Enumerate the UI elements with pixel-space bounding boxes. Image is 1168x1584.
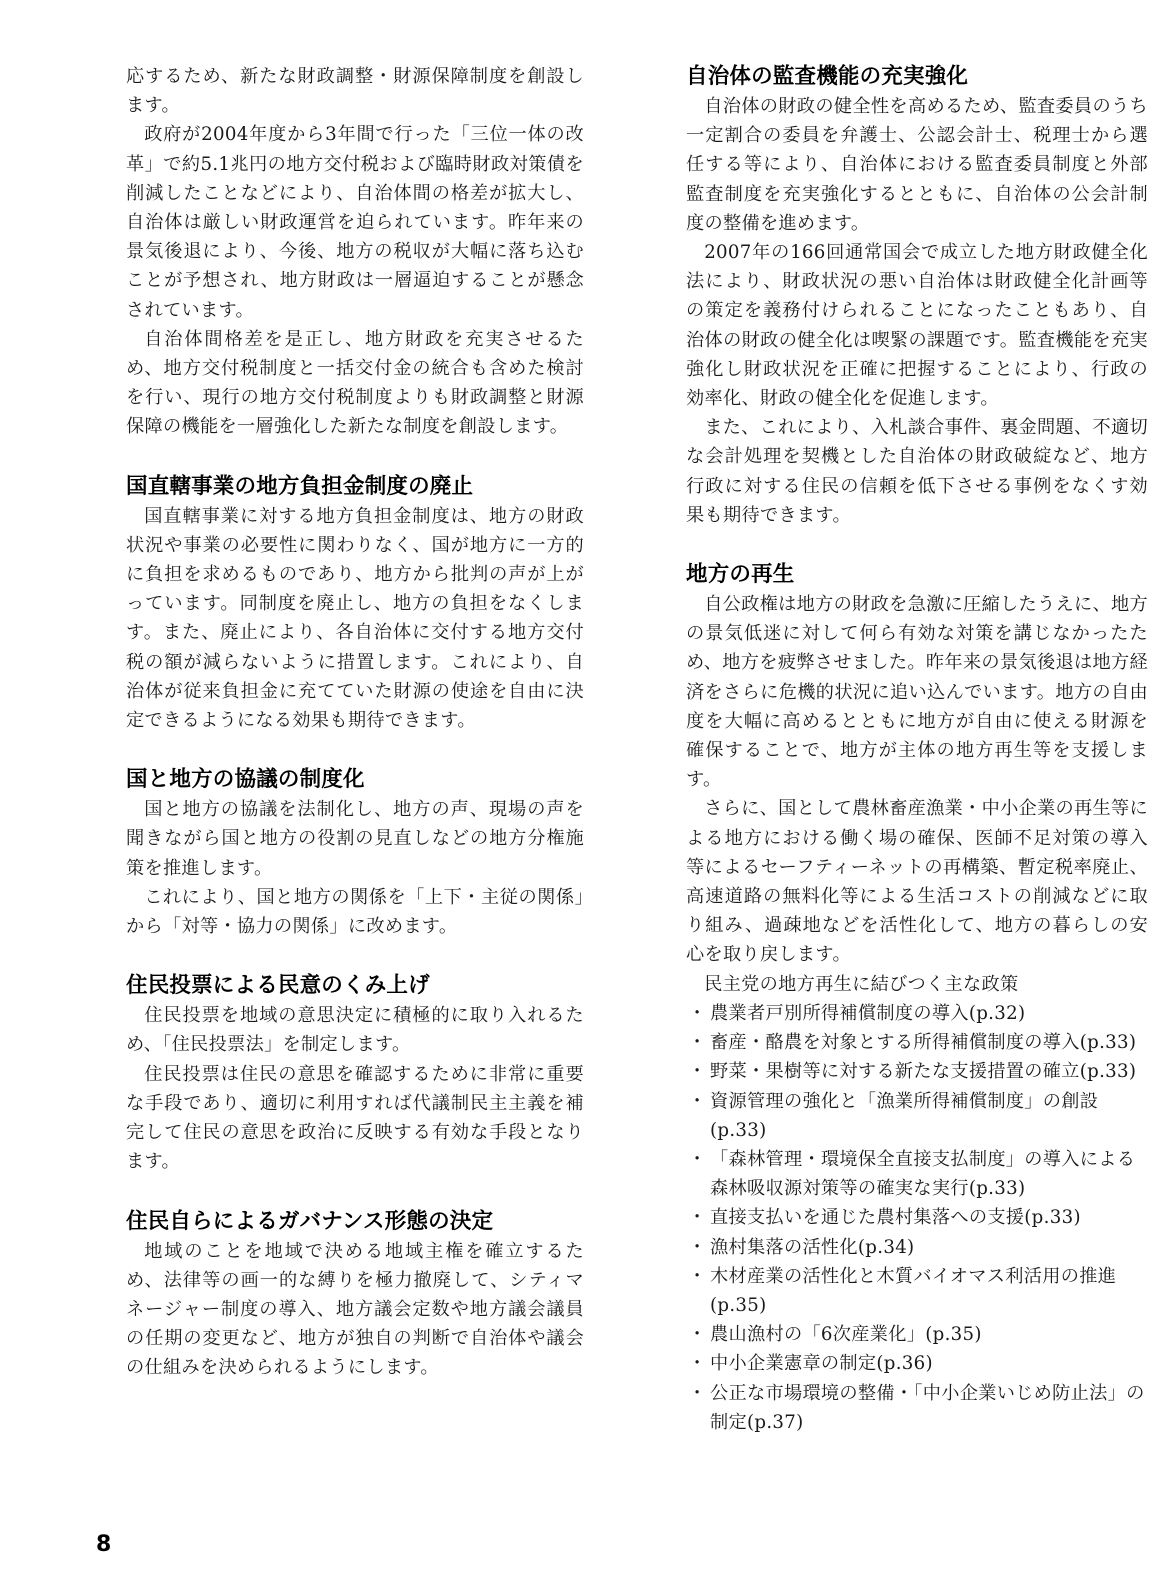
list-item: ・ 中小企業憲章の制定(p.36) [686,1349,1148,1378]
right-column [686,62,1148,1437]
section-heading: 住民自らによるガバナンス形態の決定 [126,1208,494,1234]
paragraph: 国直轄事業に対する地方負担金制度は、地方の財政状況や事業の必要性に関わりなく、国が地方に一方的に負担を求めるものであり、地方から批判の声が上がっています。同制度を廃止し、地方の負担をなくします。また、廃止により、各自治体に交付する地方交付税の額が減らないように措置します。これにより、自治体が従来負担金に充てていた財源の使途を自由に決定できるようになる効果も期待できます。 [126,505,584,732]
list-item: ・ 農山漁村の「6次産業化」(p.35) [686,1320,1148,1349]
paragraph: 自治体間格差を是正し、地方財政を充実させるため、地方交付税制度と一括交付金の統合も含めた検討を行い、現行の地方交付税制度よりも財政調整と財源保障の機能を一層強化した新たな制度を創設します。 [126,328,584,438]
list-item: ・ 野菜・果樹等に対する新たな支援措置の確立(p.33) [686,1057,1148,1086]
left-column [126,62,584,1383]
section-heading: 国と地方の協議の制度化 [126,767,365,793]
policy-list [686,999,1148,1437]
list-item: ・ 畜産・酪農を対象とする所得補償制度の導入(p.33) [686,1028,1148,1057]
list-item: ・ 木材産業の活性化と木質バイオマス利活用の推進(p.35) [686,1262,1148,1320]
paragraph: さらに、国として農林畜産漁業・中小企業の再生等による地方における働く場の確保、医師不足対策の導入等によるセーフティーネットの再構築、暫定税率廃止、高速道路の無料化等による生活コストの削減などに取り組み、過疎地などを活性化して、地方の暮らしの安心を取り戻します。 [686,798,1148,966]
paragraph: 住民投票は住民の意思を確認するために非常に重要な手段であり、適切に利用すれば代議制民主主義を補完して住民の意思を政治に反映する有効な手段となります。 [126,1063,584,1173]
list-item: ・ 漁村集落の活性化(p.34) [686,1233,1148,1262]
paragraph: 地域のことを地域で決める地域主権を確立するため、法律等の画一的な縛りを極力撤廃して、シティマネージャー制度の導入、地方議会定数や地方議会議員の任期の変更など、地方が独自の判断で自治体や議会の仕組みを決められるようにします。 [126,1240,584,1379]
paragraph: これにより、国と地方の関係を「上下・主従の関係」から「対等・協力の関係」に改めます。 [126,886,584,938]
policy-list-intro: 民主党の地方再生に結びつく主な政策 [704,973,1019,995]
paragraph: 自公政権は地方の財政を急激に圧縮したうえに、地方の景気低迷に対して何ら有効な対策を講じなかったため、地方を疲弊させました。昨年来の景気後退は地方経済をさらに危機的状況に追い込んでいます。地方の自由度を大幅に高めるとともに地方が自由に使える財源を確保することで、地方が主体の地方再生等を支援します。 [686,594,1148,791]
list-item: ・ 直接支払いを通じた農村集落への支援(p.33) [686,1203,1148,1232]
paragraph: 自治体の財政の健全性を高めるため、監査委員のうち一定割合の委員を弁護士、公認会計士、税理士から選任する等により、自治体における監査委員制度と外部監査制度を充実強化するとともに、自治体の公会計制度の整備を進めます。 [686,96,1148,234]
page-number: 8 [96,1532,112,1557]
paragraph: 応するため、新たな財政調整・財源保障制度を創設します。 [126,66,584,117]
section-heading: 地方の再生 [686,562,795,588]
list-item: ・ 資源管理の強化と「漁業所得補償制度」の創設(p.33) [686,1087,1148,1145]
paragraph: また、これにより、入札談合事件、裏金問題、不適切な会計処理を契機とした自治体の財政破綻など、地方行政に対する住民の信頼を低下させる事例をなくす効果も期待できます。 [686,417,1148,526]
paragraph: 住民投票を地域の意思決定に積極的に取り入れるため、「住民投票法」を制定します。 [126,1005,584,1056]
section-heading: 住民投票による民意のくみ上げ [126,973,430,999]
paragraph: 2007年の166回通常国会で成立した地方財政健全化法により、財政状況の悪い自治体は財政健全化計画等の策定を義務付けられることになったこともあり、自治体の財政の健全化は喫緊の課題です。監査機能を充実強化し財政状況を正確に把握することにより、行政の効率化、財政の健全化を促進します。 [686,242,1148,410]
section-heading: 国直轄事業の地方負担金制度の廃止 [126,473,474,499]
section-heading: 自治体の監査機能の充実強化 [686,64,969,89]
list-item: ・ 「森林管理・環境保全直接支払制度」の導入による森林吸収源対策等の確実な実行(p.33) [686,1145,1148,1203]
paragraph: 国と地方の協議を法制化し、地方の声、現場の声を聞きながら国と地方の役割の見直しなどの地方分権施策を推進します。 [126,799,584,879]
list-item: ・ 公正な市場環境の整備・「中小企業いじめ防止法」の制定(p.37) [686,1379,1148,1437]
paragraph: 政府が2004年度から3年間で行った「三位一体の改革」で約5.1兆円の地方交付税および臨時財政対策債を削減したことなどにより、自治体間の格差が拡大し、自治体は厳しい財政運営を迫られています。昨年来の景気後退により、今後、地方の税収が大幅に落ち込むことが予想され、地方財政は一層逼迫することが懸念されています。 [126,124,584,321]
list-item: ・ 農業者戸別所得補償制度の導入(p.32) [686,999,1148,1028]
